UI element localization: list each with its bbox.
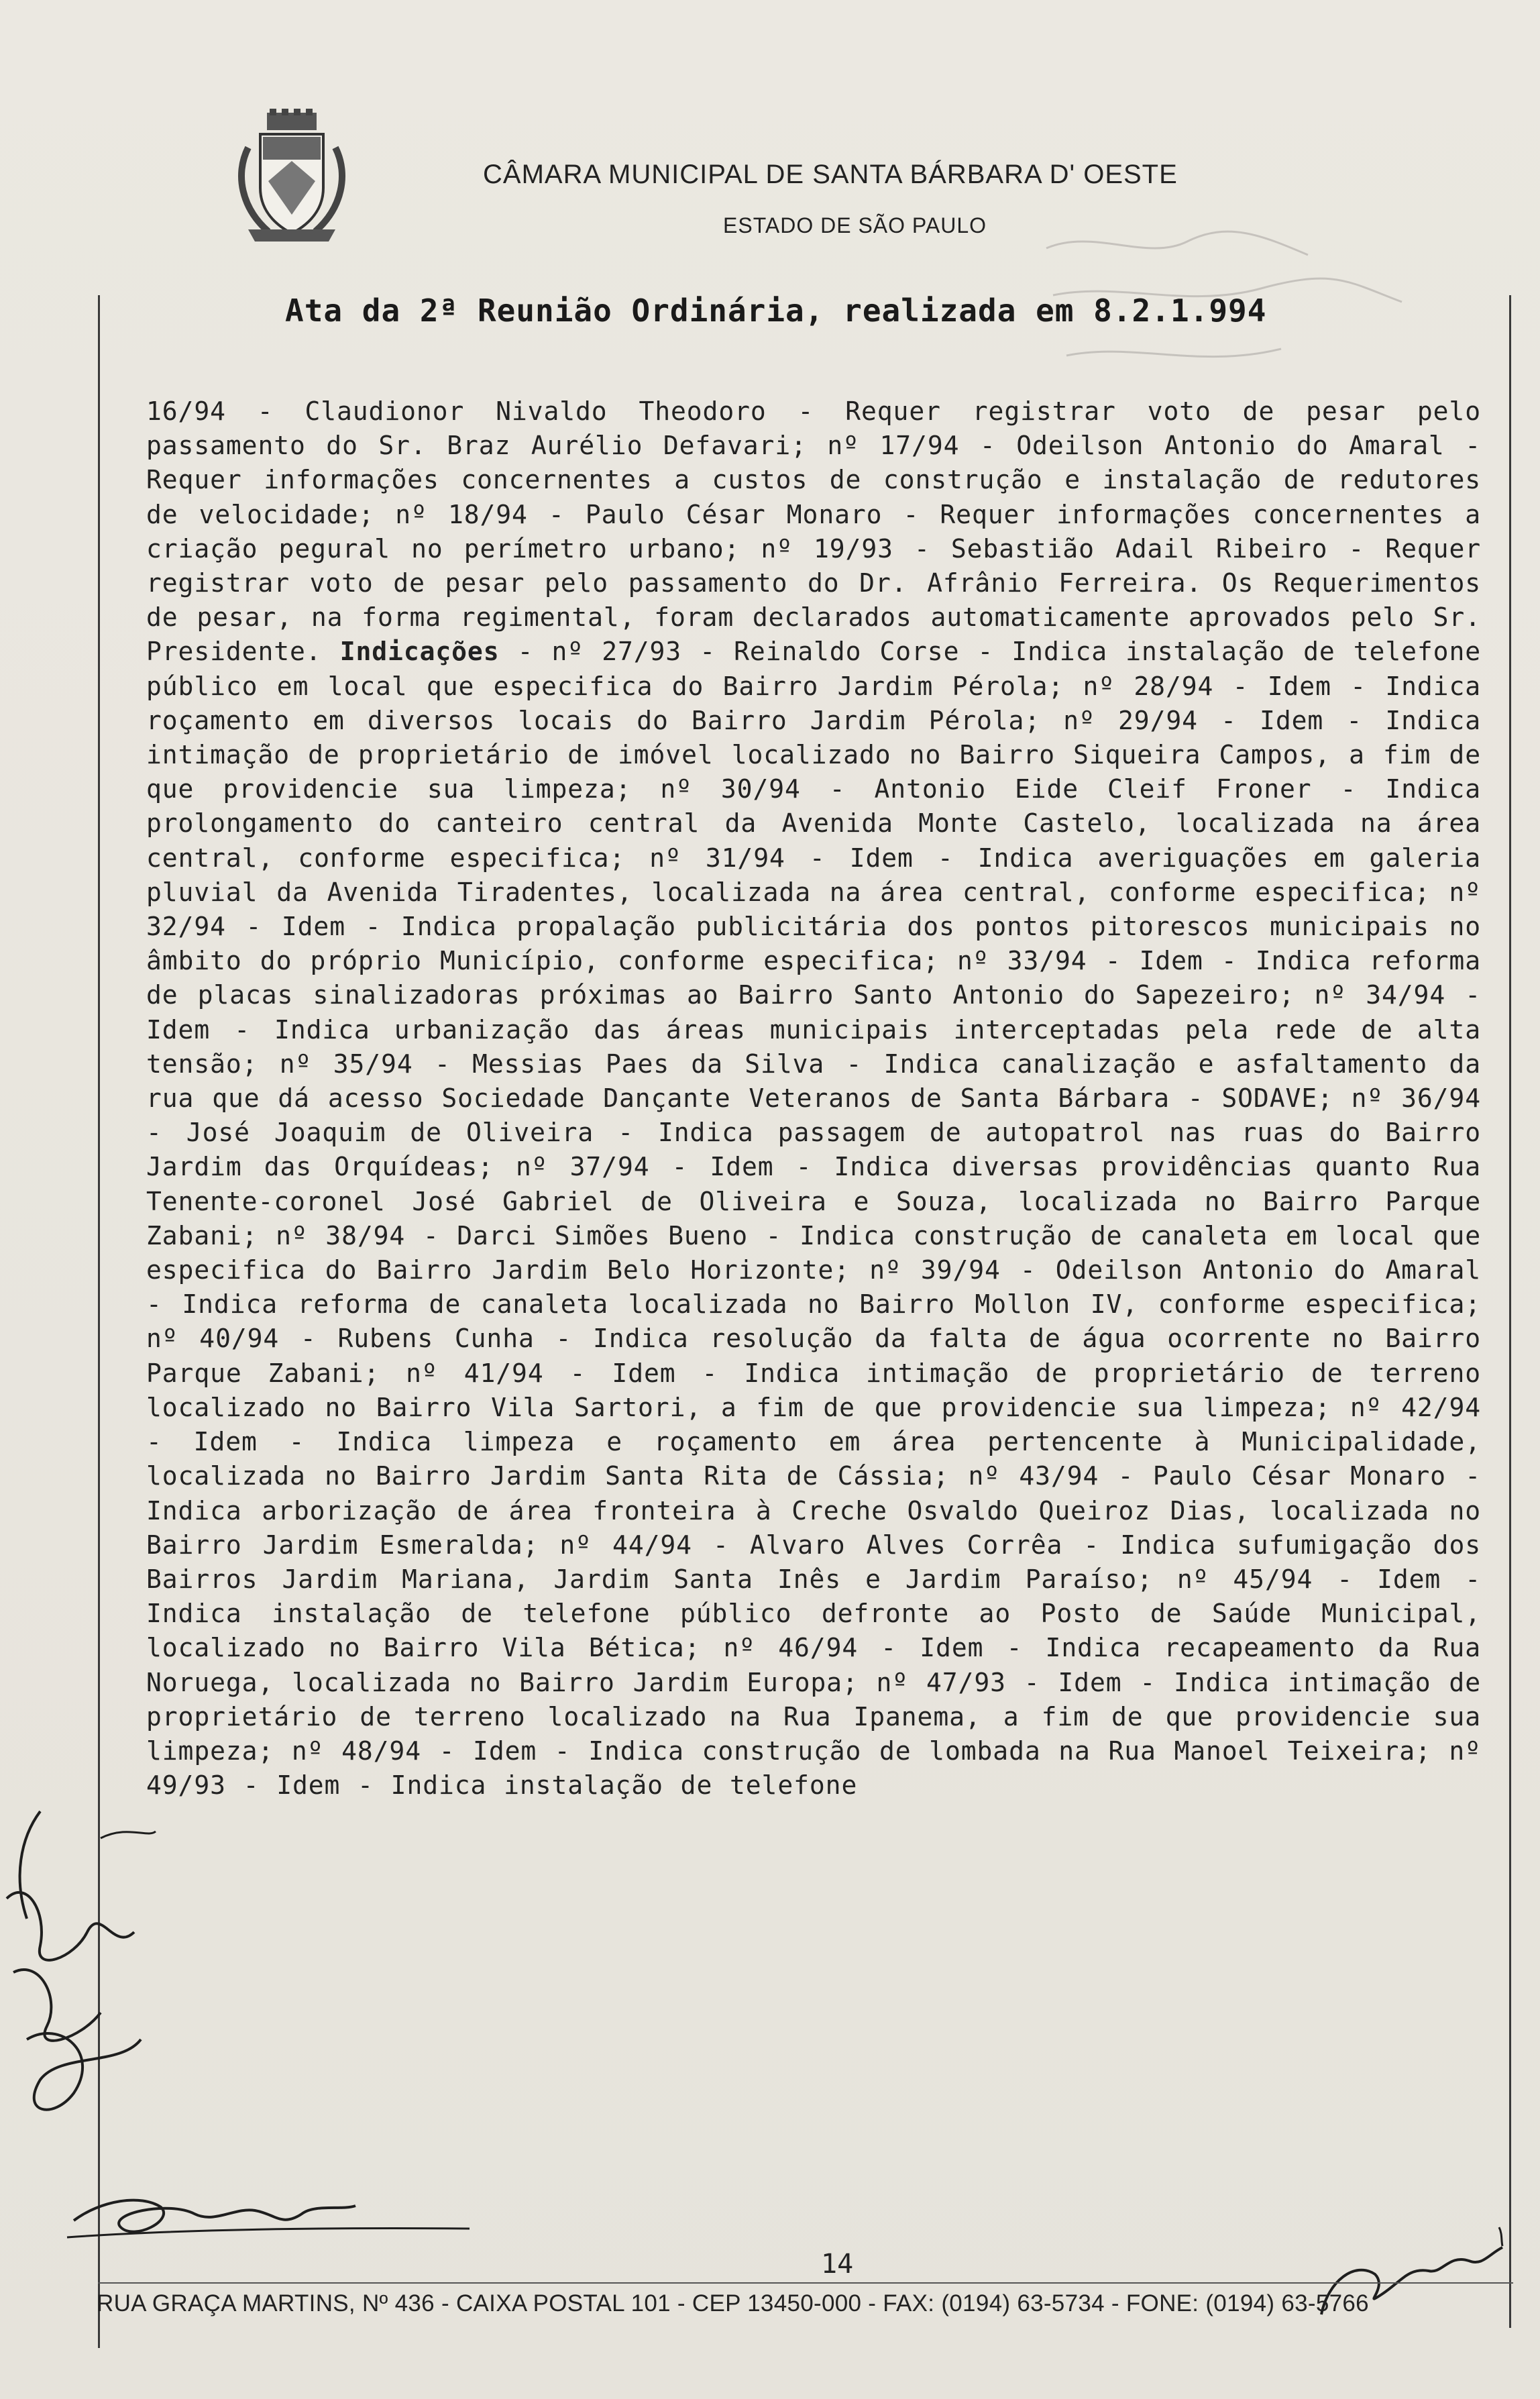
margin-signatures	[0, 1798, 161, 2174]
minutes-body	[146, 394, 1481, 1803]
organization-name: CÂMARA MUNICIPAL DE SANTA BÁRBARA D' OESTE	[483, 160, 1178, 189]
minutes-lead-paragraph: 16/94 - Claudionor Nivaldo Theodoro - Requer registrar voto de pesar pelo passamento do Sr. Braz Aurélio Defavari; nº 17/94 - Odeilson Antonio do Amaral - Requer informações concernentes a custos de construção e instalação de redutores de velocidade; nº 18/94 - Paulo César Monaro - Requer informações concernentes a criação pegural no perímetro urbano; nº 19/93 - Sebastião Adail Ribeiro - Requer registrar voto de pesar pelo passamento do Dr. Afrânio Ferreira. Os Requerimentos de pesar, na forma regimental, foram declarados automaticamente aprovados pelo Sr. Presidente.	[146, 396, 1481, 667]
indications-label: Indicações	[339, 637, 500, 667]
left-margin-rule	[98, 295, 100, 2348]
page-number: 14	[821, 2249, 854, 2280]
indications-list: - nº 27/93 - Reinaldo Corse - Indica instalação de telefone público em local que especifica do Bairro Jardim Pérola; nº 28/94 - Idem - Indica roçamento em diversos locais do Bairro Jardim Pérola; nº 29/94 - Idem - Indica intimação de proprietário de imóvel localizado no Bairro Siqueira Campos, a fim de que providencie sua limpeza; nº 30/94 - Antonio Eide Cleif Froner - Indica prolongamento do canteiro central da Avenida Monte Castelo, localizada na área central, conforme especifica; nº 31/94 - Idem - Indica averiguações em galeria pluvial da Avenida Tiradentes, localizada na área central, conforme especifica; nº 32/94 - Idem - Indica propalação publicitária dos pontos pitorescos municipais no âmbito do próprio Município, conforme especifica; nº 33/94 - Idem - Indica reforma de placas sinalizadoras próximas ao Bairro Santo Antonio do Sapezeiro; nº 34/94 - Idem - Indica urbanização das áreas municipais interceptadas pela rede de alta tensão; nº 35/94 - Messias Paes da Silva - Indica canalização e asfaltamento da rua que dá acesso Sociedade Dançante Veteranos de Santa Bárbara - SODAVE; nº 36/94 - José Joaquim de Oliveira - Indica passagem de autopatrol nas ruas do Bairro Jardim das Orquídeas; nº 37/94 - Idem - Indica diversas providências quanto Rua Tenente-coronel José Gabriel de Oliveira e Souza, localizada no Bairro Parque Zabani; nº 38/94 - Darci Simões Bueno - Indica construção de canaleta em local que especifica do Bairro Jardim Belo Horizonte; nº 39/94 - Odeilson Antonio do Amaral - Indica reforma de canaleta localizada no Bairro Mollon IV, conforme especifica; nº 40/94 - Rubens Cunha - Indica resolução da falta de água ocorrente no Bairro Parque Zabani; nº 41/94 - Idem - Indica intimação de proprietário de terreno localizado no Bairro Vila Sartori, a fim de que providencie sua limpeza; nº 42/94 - Idem - Indica limpeza e roçamento em área pertencente à Municipalidade, localizada no Bairro Jardim Santa Rita de Cássia; nº 43/94 - Paulo César Monaro - Indica arborização de área fronteira à Creche Osvaldo Queiroz Dias, localizada no Bairro Jardim Esmeralda; nº 44/94 - Alvaro Alves Corrêa - Indica sufumigação dos Bairros Jardim Mariana, Jardim Santa Inês e Jardim Paraíso; nº 45/94 - Idem - Indica instalação de telefone público defronte ao Posto de Saúde Municipal, localizado no Bairro Vila Bética; nº 46/94 - Idem - Indica recapeamento da Rua Noruega, localizada no Bairro Jardim Europa; nº 47/93 - Idem - Indica intimação de proprietário de terreno localizado na Rua Ipanema, a fim de que providencie sua limpeza; nº 48/94 - Idem - Indica construção de lombada na Rua Manoel Teixeira; nº 49/93 - Idem - Indica instalação de telefone	[146, 637, 1481, 1801]
municipal-coat-of-arms-icon	[228, 107, 355, 248]
organization-state: ESTADO DE SÃO PAULO	[723, 213, 987, 237]
footer-address: RUA GRAÇA MARTINS, Nº 436 - CAIXA POSTAL 101 - CEP 13450-000 - FAX: (0194) 63-5734 - FONE: (0194) 63-5766	[97, 2290, 1369, 2316]
minutes-title: Ata da 2ª Reunião Ordinária, realizada em 8.2.1.994	[285, 292, 1267, 329]
signature-bottom-left	[60, 2174, 476, 2254]
right-margin-rule	[1509, 295, 1511, 2328]
footer-divider	[98, 2282, 1513, 2284]
